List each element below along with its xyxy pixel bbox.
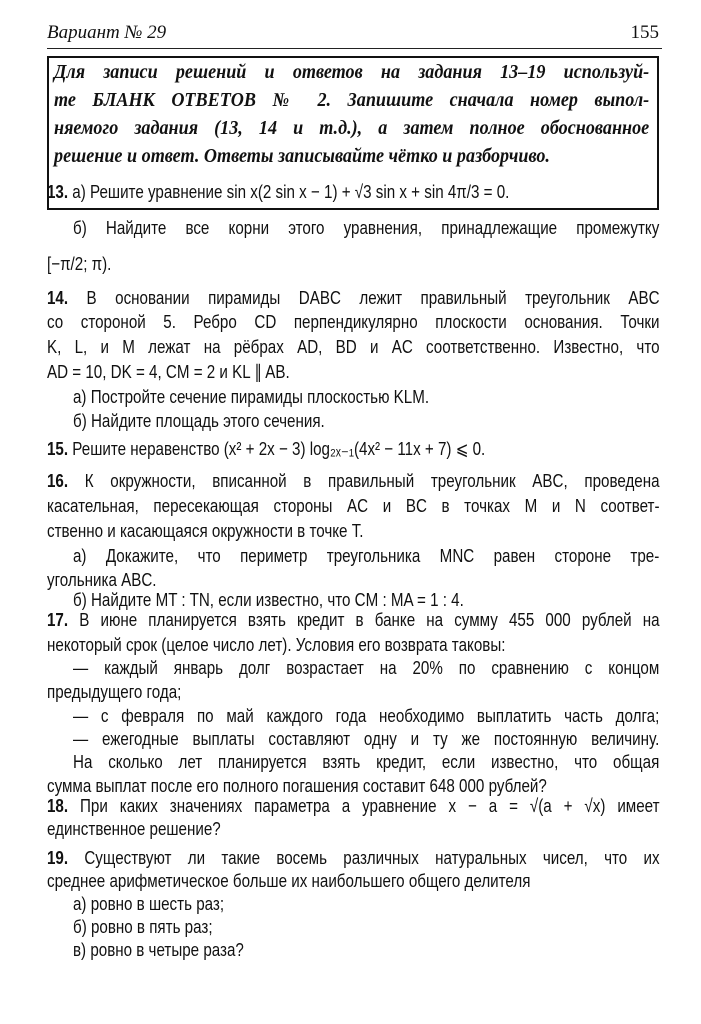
problem-number: 19. [47, 847, 69, 868]
problem-text: среднее арифметическое больше их наибольшего общего делителя [47, 870, 531, 891]
problem-text: В основании пирамиды DABC лежит правильный треугольник ABC [86, 287, 660, 308]
problem-text: AD = 10, DK = 4, CM = 2 и KL ∥ AB. [47, 361, 290, 382]
problem-text: При каких значениях параметра a уравнение x − a = √(a + √x) имеет [80, 795, 660, 816]
instruction-line: няемого задания (13, 14 и т.д.), а затем полное обоснованное [54, 118, 650, 139]
problem-text: б) Найдите все корни этого уравнения, принадлежащие промежутку [73, 217, 660, 238]
problem-text: единственное решение? [47, 818, 221, 839]
running-header: Вариант № 29 [47, 22, 167, 43]
problem-14 [47, 287, 660, 309]
problem-text: К окружности, вписанной в правильный треугольник ABC, проведена [84, 470, 660, 491]
problem-16 [47, 470, 660, 492]
problem-text: а) Докажите, что периметр треугольника MNC равен стороне тре- [73, 545, 660, 566]
instruction-line: те БЛАНК ОТВЕТОВ № 2. Запишите сначала номер выпол- [54, 90, 650, 111]
problem-text: некоторый срок (целое число лет). Условия его возврата таковы: [47, 634, 506, 655]
problem-text: со стороной 5. Ребро CD перпендикулярно плоскости основания. Точки [47, 311, 660, 332]
problem-text: а) ровно в шесть раз; [73, 893, 225, 914]
problem-number: 16. [47, 470, 69, 491]
problem-text: в) ровно в четыре раза? [73, 939, 244, 960]
header-rule [47, 48, 662, 49]
problem-text: б) ровно в пять раз; [73, 916, 213, 937]
problem-number: 14. [47, 287, 69, 308]
problem-text: Существуют ли такие восемь различных натуральных чисел, что их [84, 847, 660, 868]
instruction-line: Для записи решений и ответов на задания 13–19 используй- [54, 62, 650, 83]
problem-text: б) Найдите MT : TN, если известно, что CM : MA = 1 : 4. [73, 589, 464, 610]
problem-text: а) Решите уравнение sin x(2 sin x − 1) + √3 sin x + sin 4π/3 = 0. [72, 181, 510, 202]
problem-text: [−π/2; π). [47, 253, 112, 274]
problem-number: 15. [47, 438, 69, 459]
problem-18 [47, 795, 660, 817]
problem-text: В июне планируется взять кредит в банке на сумму 455 000 рублей на [79, 609, 660, 630]
problem-text: На сколько лет планируется взять кредит, если известно, что общая [73, 751, 660, 772]
problem-text: — с февраля по май каждого года необходимо выплатить часть долга; [73, 705, 660, 726]
problem-17 [47, 609, 660, 631]
problem-number: 13. [47, 181, 69, 202]
problem-number: 17. [47, 609, 69, 630]
problem-text: — каждый январь долг возрастает на 20% по сравнению с концом [73, 657, 660, 678]
problem-text: — ежегодные выплаты составляют одну и ту же постоянную величину. [73, 728, 660, 749]
problem-text: угольника ABC. [47, 569, 157, 590]
problem-15 [47, 438, 660, 460]
problem-text: K, L, и M лежат на рёбрах AD, BD и AC соответственно. Известно, что [47, 336, 660, 357]
problem-text: сумма выплат после его полного погашения составит 648 000 рублей? [47, 775, 547, 796]
problem-number: 18. [47, 795, 69, 816]
problem-19 [47, 847, 660, 869]
problem-text: а) Постройте сечение пирамиды плоскостью KLM. [73, 386, 430, 407]
problem-13 [47, 181, 660, 203]
problem-text: Решите неравенство (x² + 2x − 3) log₂ₓ₋₁(4x² − 11x + 7) ⩽ 0. [72, 438, 486, 459]
problem-text: б) Найдите площадь этого сечения. [73, 410, 325, 431]
problem-text: ственно и касающаяся окружности в точке T. [47, 520, 364, 541]
page-number: 155 [630, 22, 659, 43]
problem-text: предыдущего года; [47, 681, 182, 702]
instruction-line: решение и ответ. Ответы записывайте чётко и разборчиво. [54, 146, 550, 167]
problem-text: касательная, пересекающая стороны AC и BC в точках M и N соответ- [47, 495, 660, 516]
